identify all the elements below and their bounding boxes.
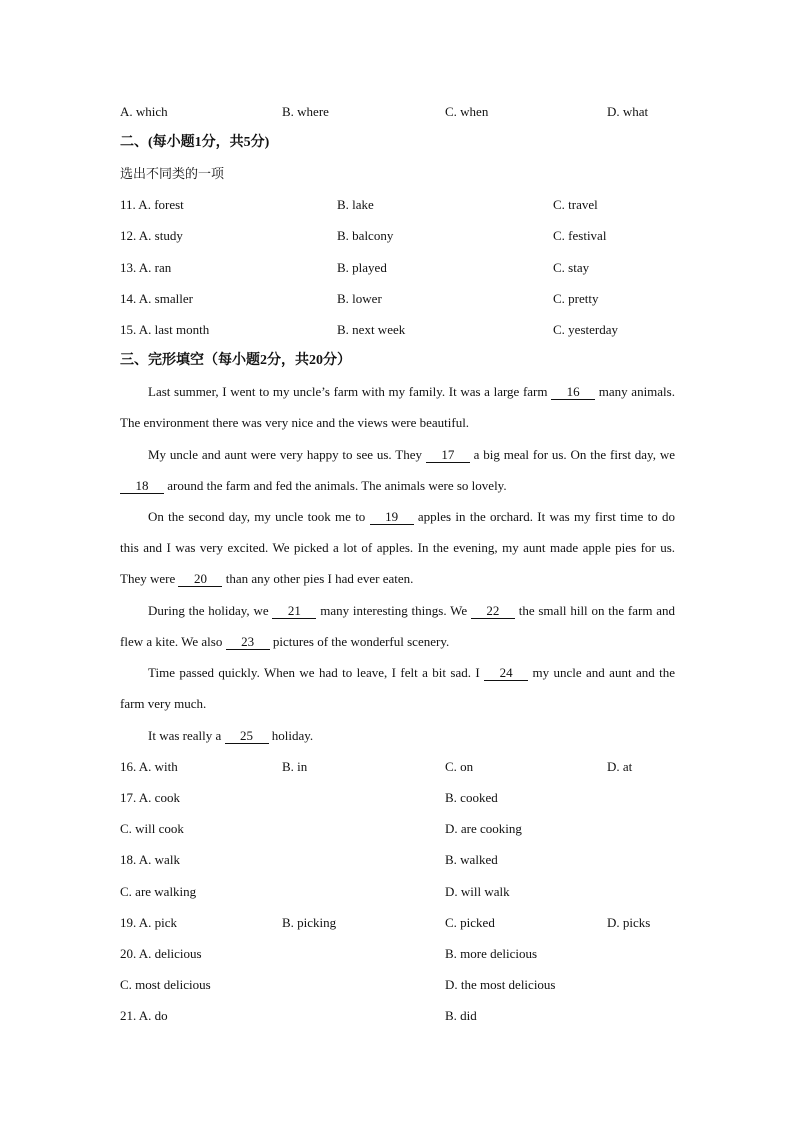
passage-text: around the farm and fed the animals. The animals were so lovely. xyxy=(164,478,507,494)
q12-a: 12. A. study xyxy=(120,228,183,243)
q12-row xyxy=(120,226,680,246)
option-c: C. when xyxy=(445,104,489,119)
q18-a: 18. A. walk xyxy=(120,852,180,867)
q16-b: B. in xyxy=(282,759,308,774)
q12-c: C. festival xyxy=(553,228,607,243)
q19-options xyxy=(120,913,680,933)
q16-d: D. at xyxy=(607,759,633,774)
passage-text: holiday. xyxy=(268,728,314,743)
blank-22[interactable]: 22 xyxy=(471,604,515,619)
cloze-paragraph-4 xyxy=(120,595,675,657)
passage-text: my uncle and aunt and the farm very much. xyxy=(120,665,675,712)
q13-c: C. stay xyxy=(553,260,590,275)
q20-b: B. more delicious xyxy=(445,946,538,961)
cloze-paragraph-1 xyxy=(120,376,675,438)
q14-b: B. lower xyxy=(337,291,382,306)
option-a: A. which xyxy=(120,104,168,119)
q13-a: 13. A. ran xyxy=(120,260,172,275)
passage-text: than any other pies I had ever eaten. xyxy=(222,571,414,587)
blank-20[interactable]: 20 xyxy=(178,572,222,587)
passage-text: My uncle and aunt were very happy to see us. They xyxy=(148,447,426,462)
passage-text: a big meal for us. On the first day, we xyxy=(469,447,675,462)
q11-b: B. lake xyxy=(337,197,374,212)
q13-row xyxy=(120,258,680,278)
q17-options-row2 xyxy=(120,819,680,839)
q20-options-row1 xyxy=(120,944,680,964)
blank-23[interactable]: 23 xyxy=(226,635,270,650)
q14-c: C. pretty xyxy=(553,291,599,306)
q18-b: B. walked xyxy=(445,852,498,867)
q13-b: B. played xyxy=(337,260,387,275)
q19-a: 19. A. pick xyxy=(120,915,178,930)
blank-19[interactable]: 19 xyxy=(370,510,414,525)
q19-b: B. picking xyxy=(282,915,337,930)
q11-row xyxy=(120,195,680,215)
q15-row xyxy=(120,320,680,340)
q14-a: 14. A. smaller xyxy=(120,291,193,306)
q11-a: 11. A. forest xyxy=(120,197,184,212)
q19-c: C. picked xyxy=(445,915,495,930)
q20-d: D. the most delicious xyxy=(445,977,556,992)
blank-25[interactable]: 25 xyxy=(225,729,269,744)
passage-text: pictures of the wonderful scenery. xyxy=(269,634,450,650)
q16-a: 16. A. with xyxy=(120,759,178,774)
q20-a: 20. A. delicious xyxy=(120,946,202,961)
passage-text: Time passed quickly. When we had to leave, I felt a bit sad. I xyxy=(148,665,485,680)
q17-options-row1 xyxy=(120,788,680,808)
cloze-paragraph-6 xyxy=(120,720,675,751)
q20-options-row2 xyxy=(120,975,680,995)
q16-options xyxy=(120,757,680,777)
q15-b: B. next week xyxy=(337,322,406,337)
blank-21[interactable]: 21 xyxy=(272,604,316,619)
blank-24[interactable]: 24 xyxy=(484,666,528,681)
q17-d: D. are cooking xyxy=(445,821,522,836)
q17-b: B. cooked xyxy=(445,790,498,805)
cloze-paragraph-3 xyxy=(120,501,675,595)
option-d: D. what xyxy=(607,104,649,119)
passage-text: During the holiday, we xyxy=(148,603,273,618)
q21-a: 21. A. do xyxy=(120,1008,168,1023)
q19-d: D. picks xyxy=(607,915,651,930)
q10-options xyxy=(120,102,680,122)
q21-b: B. did xyxy=(445,1008,477,1023)
q16-c: C. on xyxy=(445,759,474,774)
q12-b: B. balcony xyxy=(337,228,394,243)
q18-options-row2 xyxy=(120,882,680,902)
q21-options-row1 xyxy=(120,1006,680,1026)
passage-text: It was really a xyxy=(148,728,225,743)
passage-text: many animals. The environment there was very nice and the views were beautiful. xyxy=(120,384,675,431)
section2-instruction: 选出不同类的一项 xyxy=(120,166,225,181)
passage-text: the small hill on the farm and flew a kite. We also xyxy=(120,603,675,650)
option-b: B. where xyxy=(282,104,329,119)
q15-c: C. yesterday xyxy=(553,322,618,337)
q11-c: C. travel xyxy=(553,197,598,212)
q15-a: 15. A. last month xyxy=(120,322,210,337)
section2-heading: 二、(每小题1分，共5分) xyxy=(120,135,270,150)
blank-16[interactable]: 16 xyxy=(551,385,595,400)
q14-row xyxy=(120,289,680,309)
passage-text: apples in the orchard. It was my first time to do this and I was very excited. We picked a lot of apples. In the evening, my aunt made apple pies for us. They were xyxy=(120,509,675,587)
q18-options-row1 xyxy=(120,850,680,870)
q20-c: C. most delicious xyxy=(120,977,211,992)
cloze-paragraph-2 xyxy=(120,439,675,501)
cloze-paragraph-5 xyxy=(120,657,675,719)
passage-text: Last summer, I went to my uncle’s farm with my family. It was a large farm xyxy=(148,384,552,399)
section3-heading: 三、完形填空（每小题2分，共20分） xyxy=(120,353,351,368)
q17-a: 17. A. cook xyxy=(120,790,180,805)
blank-17[interactable]: 17 xyxy=(426,448,470,463)
q18-d: D. will walk xyxy=(445,884,510,899)
blank-18[interactable]: 18 xyxy=(120,479,164,494)
q17-c: C. will cook xyxy=(120,821,184,836)
passage-text: many interesting things. We xyxy=(316,603,471,618)
passage-text: On the second day, my uncle took me to xyxy=(148,509,370,524)
q18-c: C. are walking xyxy=(120,884,197,899)
